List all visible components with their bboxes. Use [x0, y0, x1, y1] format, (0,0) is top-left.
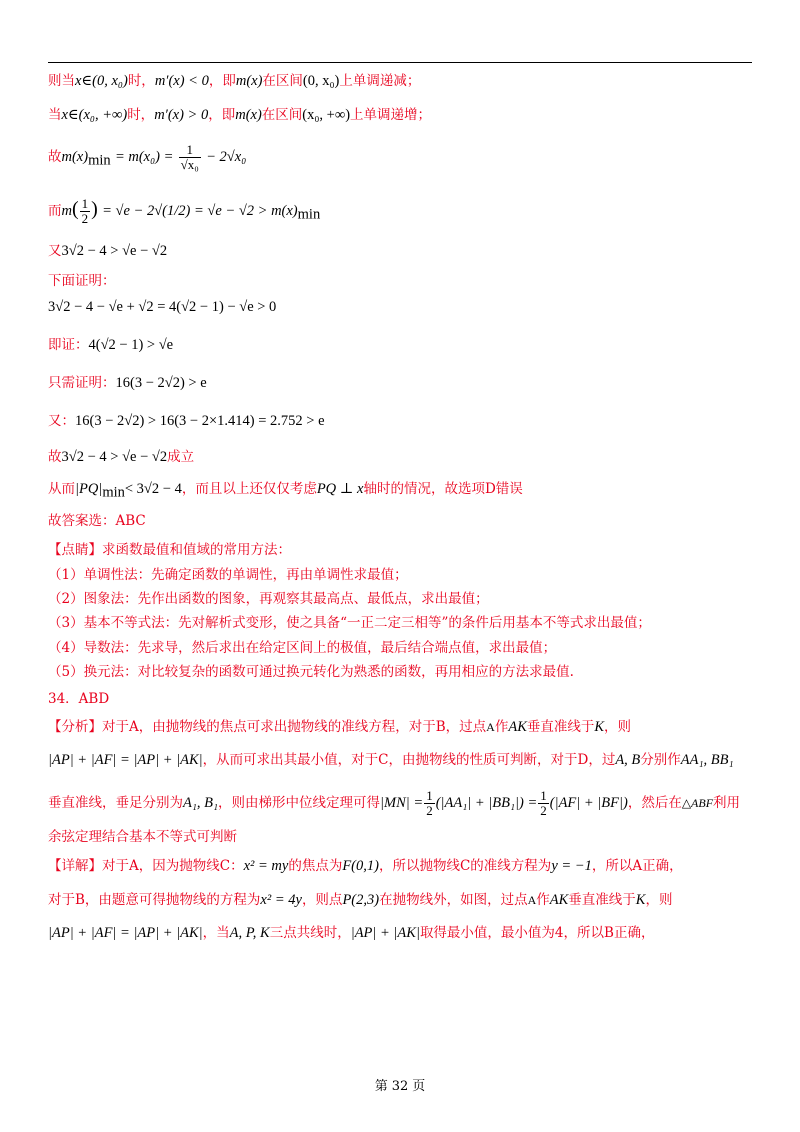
text: 从而: [48, 481, 75, 497]
text: 时，: [127, 107, 155, 123]
fraction: [179, 143, 201, 172]
answer-line: 故答案选：ABC: [48, 513, 146, 529]
math: 3√2 − 4 > √e − √2: [61, 449, 168, 465]
text: 故: [48, 149, 62, 165]
math: (|AA₁| + |BB₁|) =: [435, 795, 538, 811]
math-subscript: min: [102, 484, 125, 501]
text: 【分析】对于A，由抛物线的焦点可求出抛物线的准线方程，对于B，过点: [48, 719, 487, 735]
text-line-8: [48, 336, 758, 354]
math: AA₁, BB₁: [680, 752, 734, 768]
detail-line-1: [48, 857, 758, 875]
method-item-1: （1）单调性法：先确定函数的单调性，再由单调性求最值；: [48, 567, 408, 583]
text-line-1: [48, 72, 758, 90]
math: A: [527, 893, 537, 907]
math: |MN| =: [380, 795, 424, 811]
math-subscript: min: [297, 206, 321, 223]
text: 轴时的情况，故选项D错误: [363, 481, 523, 497]
math: m′(x) > 0: [154, 107, 209, 123]
fraction-denominator: √x₀: [180, 157, 199, 172]
detail-line-2: [48, 891, 758, 909]
text: 三点共线时，: [269, 925, 351, 941]
footer-suffix: 页: [412, 1079, 426, 1094]
text: 成立: [167, 449, 195, 465]
math: m(x): [61, 149, 89, 165]
text: 利用: [713, 795, 741, 811]
text: 对于B，由题意可得抛物线的方程为: [48, 892, 261, 908]
math: |AP| + |AK|: [350, 925, 420, 941]
text: 的焦点为: [288, 858, 343, 874]
math: y = −1: [551, 858, 592, 874]
header-rule: [48, 62, 752, 63]
text: 在抛物线外，如图，过点: [379, 892, 528, 908]
fraction-numerator: 1: [179, 143, 201, 158]
text: 只需证明：: [48, 375, 116, 391]
fraction-denominator: 2: [81, 211, 89, 226]
text: 上单调递减；: [339, 73, 421, 89]
math: |PQ|: [75, 481, 103, 497]
math: = √e − 2√(1/2) = √e − √2 > m(x): [102, 203, 298, 219]
page-number: 32: [391, 1079, 409, 1094]
math: A₁, B₁: [183, 795, 219, 811]
text: ，即: [208, 73, 236, 89]
text: 垂直准线，垂足分别为: [48, 795, 183, 811]
text: ，则: [645, 892, 673, 908]
text: ，则: [604, 719, 632, 735]
math: m: [61, 203, 72, 219]
math: − 2√x₀: [206, 149, 247, 165]
text-line-2: [48, 106, 758, 124]
text: ，则点: [301, 892, 343, 908]
text: 垂直准线于: [526, 719, 595, 735]
method-item-3: （3）基本不等式法：先对解析式变形，使之具备“一正二定三相等”的条件后用基本不等式求出最值；: [48, 615, 651, 631]
math: A, B: [615, 752, 641, 768]
text: 当: [48, 107, 62, 123]
text: 故: [48, 449, 62, 465]
math: AK: [508, 719, 527, 735]
text: ，当: [202, 925, 230, 941]
text: ，所以A正确，: [591, 858, 683, 874]
math: |AP| + |AF| = |AP| + |AK|: [48, 752, 203, 768]
math: (x₀, +∞): [302, 107, 351, 123]
text: 在区间: [261, 107, 303, 123]
paren-open: (: [71, 198, 79, 220]
text: 在区间: [262, 73, 303, 89]
text: 则当: [48, 73, 75, 89]
text: 时，: [127, 73, 155, 89]
fraction: [538, 789, 549, 818]
math: (|AF| + |BF|): [549, 795, 628, 811]
analysis-line-1: [48, 718, 758, 736]
text: 分别作: [640, 752, 681, 768]
fraction-numerator: 1: [81, 196, 89, 211]
text: 取得最小值，最小值为4，所以B正确，: [419, 925, 655, 941]
fraction: [80, 197, 91, 226]
math: m(x): [235, 73, 263, 89]
math: AK: [549, 892, 569, 908]
math: △ABF: [681, 796, 714, 810]
text-line-3: [48, 140, 758, 178]
method-item-4: （4）导数法：先求导，然后求出在给定区间上的极值，最后结合端点值，求出最值；: [48, 640, 557, 656]
text: ，从而可求出其最小值，对于C，由抛物线的性质可判断，对于D，过: [202, 752, 616, 768]
math-subscript: min: [88, 152, 111, 169]
math: |AP| + |AF| = |AP| + |AK|: [48, 925, 203, 941]
analysis-line-4: 余弦定理结合基本不等式可判断: [48, 829, 237, 845]
text-line-12: [48, 480, 758, 502]
text-line-4: [48, 192, 758, 232]
text: 又: [48, 243, 62, 259]
text: 作: [494, 719, 509, 735]
math: F(0,1): [342, 858, 379, 874]
text: ，而且以上还仅仅考虑: [181, 481, 317, 497]
fraction: [424, 789, 435, 818]
fraction-numerator: 1: [426, 788, 433, 803]
text-line-10: [48, 412, 758, 430]
method-item-2: （2）图象法：先作出函数的图象，再观察其最高点、最低点，求出最值；: [48, 591, 489, 607]
math: A, P, K: [229, 925, 270, 941]
math: m′(x) < 0: [154, 73, 209, 89]
text-line-7: [48, 298, 758, 316]
text: 上单调递增；: [350, 107, 432, 123]
math: x∈(0, x₀): [75, 73, 128, 89]
paren-close: ): [91, 198, 98, 220]
math: PQ ⊥ x: [316, 481, 364, 497]
math: 4(√2 − 1) > √e: [88, 337, 174, 353]
math: m(x): [235, 107, 262, 123]
page-footer: [0, 1075, 800, 1094]
math: 3√2 − 4 − √e + √2 = 4(√2 − 1) − √e > 0: [48, 299, 277, 315]
fraction-denominator: 2: [540, 803, 547, 818]
math: 16(3 − 2√2) > e: [115, 375, 207, 391]
math: 16(3 − 2√2) > 16(3 − 2×1.414) = 2.752 > e: [75, 413, 325, 429]
analysis-line-2: [48, 751, 758, 769]
text-line-6: 下面证明：: [48, 273, 116, 289]
question-number: 34．ABD: [48, 691, 110, 707]
math: K: [594, 719, 605, 735]
math: < 3√2 − 4: [124, 481, 182, 497]
detail-line-3: [48, 924, 758, 942]
highlight-heading: 【点睛】求函数最值和值域的常用方法：: [48, 542, 291, 558]
text: ，所以抛物线C的准线方程为: [378, 858, 552, 874]
text-line-11: [48, 448, 758, 466]
math: x∈(x₀, +∞): [61, 107, 128, 123]
math: x² = 4y: [260, 892, 302, 908]
math: P(2,3): [342, 892, 380, 908]
math: x² = my: [243, 858, 289, 874]
method-item-5: （5）换元法：对比较复杂的函数可通过换元转化为熟悉的函数，再用相应的方法求最值.: [48, 664, 574, 680]
math: = m(x₀) =: [114, 149, 174, 165]
text: ，然后在: [627, 795, 682, 811]
math: K: [635, 892, 646, 908]
math: 3√2 − 4 > √e − √2: [61, 243, 168, 259]
text: 垂直准线于: [568, 892, 636, 908]
text: 而: [48, 203, 62, 219]
text: ，则由梯形中位线定理可得: [218, 795, 381, 811]
text: 即证：: [48, 337, 89, 353]
footer-prefix: 第: [374, 1079, 388, 1094]
math: (0, x₀): [302, 73, 340, 89]
text: 作: [536, 892, 550, 908]
text: ，即: [208, 107, 236, 123]
text: 又：: [48, 413, 75, 429]
text: 【详解】对于A，因为抛物线C：: [48, 858, 244, 874]
analysis-line-3: [48, 786, 758, 820]
math: A: [486, 720, 495, 734]
fraction-numerator: 1: [540, 788, 547, 803]
fraction-denominator: 2: [426, 803, 433, 818]
text-line-9: [48, 374, 758, 392]
text-line-5: [48, 242, 758, 260]
